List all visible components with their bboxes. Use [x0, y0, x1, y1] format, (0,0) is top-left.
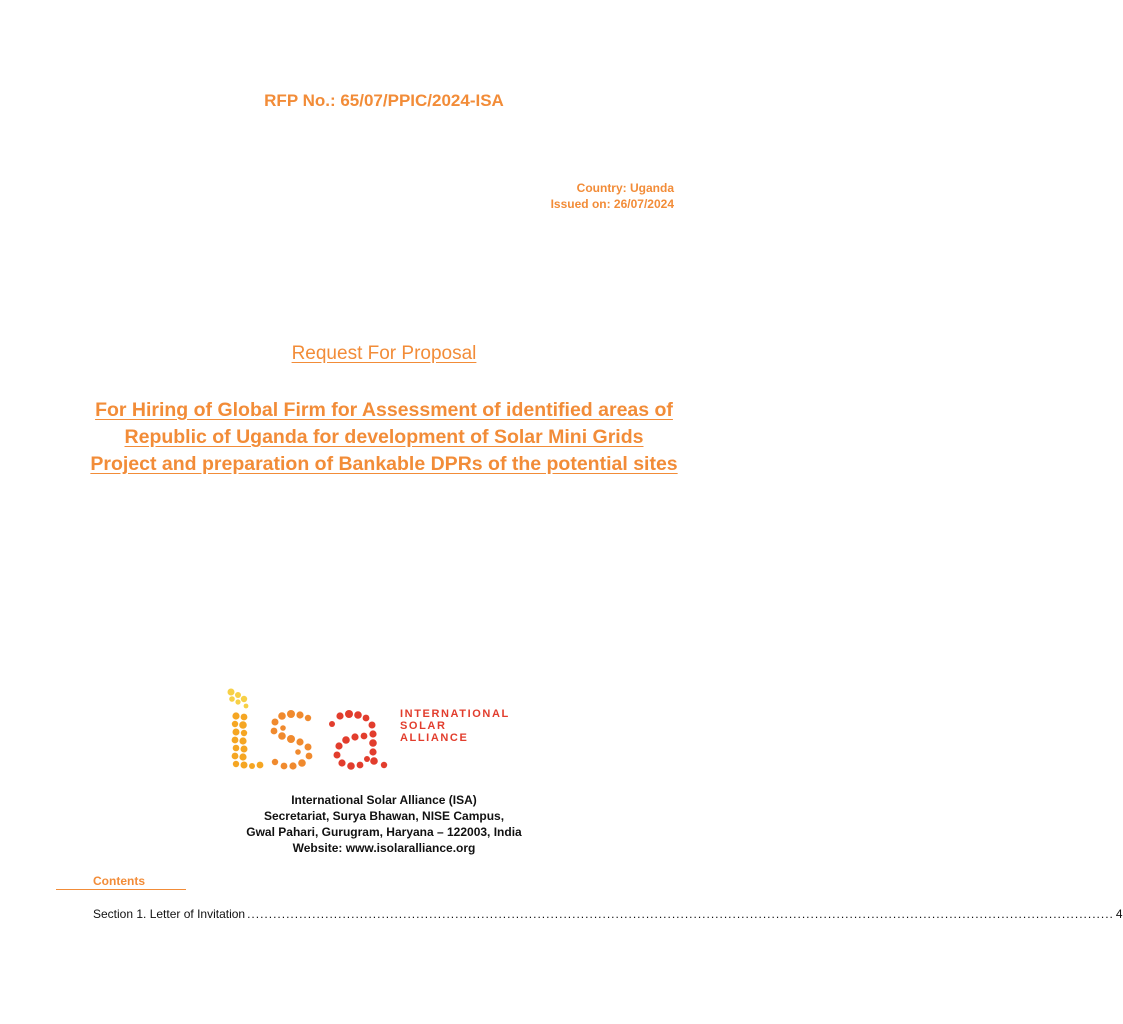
country-label: Country: Uganda [576, 181, 674, 195]
document-heading: Request For Proposal [291, 343, 477, 364]
toc-leader-dots: ........................................................................................................................................................................................................ [247, 907, 1114, 921]
toc-entry[interactable] [93, 907, 1123, 921]
contents-heading: Contents [56, 874, 186, 890]
issued-date: Issued on: 26/07/2024 [550, 197, 674, 211]
isa-logo [222, 686, 552, 776]
toc-entry-title: Section 1. Letter of Invitation [93, 907, 246, 921]
org-name: International Solar Alliance (ISA) [291, 793, 477, 807]
rfp-number: RFP No.: 65/07/PPIC/2024-ISA [264, 91, 504, 110]
document-subtitle: For Hiring of Global Firm for Assessment of identified areas of Republic of Uganda for development of Solar Mini Grids Project and preparation of Bankable DPRs of the potential sites [90, 399, 678, 475]
isa-logo-mark [222, 686, 397, 776]
toc-entry-page: 4 [1115, 907, 1123, 921]
isa-logo-text: INTERNATIONAL SOLAR ALLIANCE [400, 708, 510, 744]
address-line-2: Gwal Pahari, Gurugram, Haryana – 122003, India [246, 825, 522, 839]
address-line-1: Secretariat, Surya Bhawan, NISE Campus, [263, 809, 505, 823]
secretariat-address [0, 792, 768, 856]
website-line: Website: www.isolaralliance.org [292, 841, 476, 855]
